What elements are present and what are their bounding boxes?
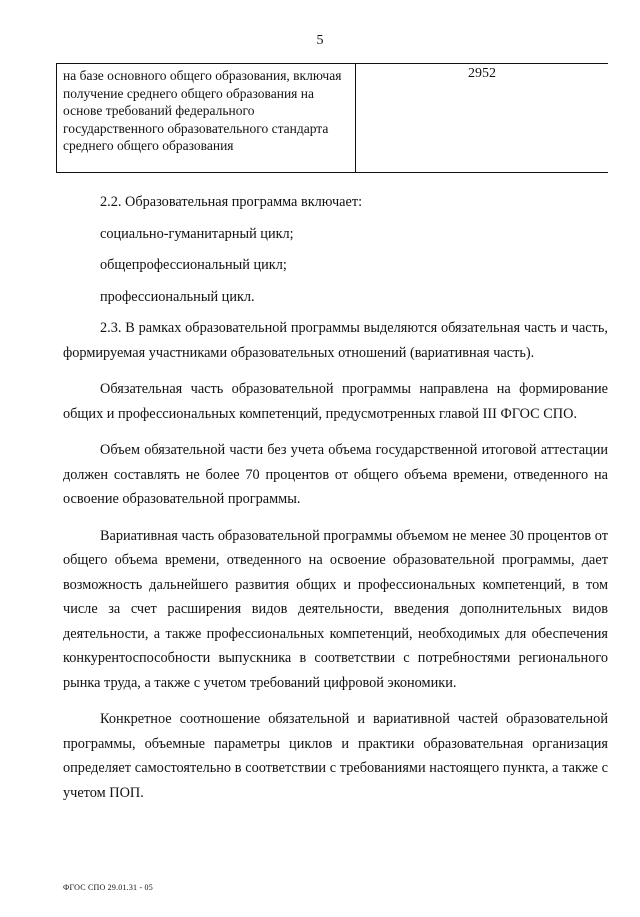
- hours-table: [56, 63, 608, 173]
- list-item-cycle-1: социально-гуманитарный цикл;: [100, 225, 294, 242]
- footer-code: ФГОС СПО 29.01.31 - 05: [63, 883, 153, 892]
- paragraph-variable-part: Вариативная часть образовательной программы объемом не менее 30 процентов от общего объема времени, отведенного на освоение образовательной программы, дает возможность дальнейшего развития общих и профессиональных компетенций, в том числе за счет расширения видов деятельности, введения дополнительных видов деятельности, а также профессиональных компетенций, необходимых для обеспечения конкурентоспособности выпускника в соответствии с потребностями регионального рынка труда, а также с учетом требований цифровой экономики.: [63, 527, 608, 691]
- document-body: [63, 190, 608, 805]
- paragraph-2-2: 2.2. Образовательная программа включает:: [100, 194, 363, 210]
- paragraph-2-3: 2.3. В рамках образовательной программы выделяются обязательная часть и часть, формируемая участниками образовательных отношений (вариативная часть).: [63, 320, 608, 361]
- paragraph-mandatory-volume: Объем обязательной части без учета объема государственной итоговой аттестации должен составлять не более 70 процентов от общего объема времени, отведенного на освоение образовательной программы.: [63, 442, 608, 507]
- paragraph-mandatory-part: Обязательная часть образовательной программы направлена на формирование общих и профессиональных компетенций, предусмотренных главой III ФГОС СПО.: [63, 381, 608, 422]
- page-number: 5: [316, 33, 324, 48]
- paragraph-ratio: Конкретное соотношение обязательной и вариативной частей образовательной программы, объемные параметры циклов и практики образовательная организация определяет самостоятельно в соответствии с требованиями настоящего пункта, а также с учетом ПОП.: [63, 711, 608, 801]
- table-cell-hours: 2952: [468, 66, 496, 81]
- list-item-cycle-2: общепрофессиональный цикл;: [100, 257, 287, 273]
- list-item-cycle-3: профессиональный цикл.: [100, 288, 255, 305]
- table-cell-description: на базе основного общего образования, включая получение среднего общего образования на основе требований федерального государственного образовательного стандарта среднего общего образования: [57, 64, 356, 172]
